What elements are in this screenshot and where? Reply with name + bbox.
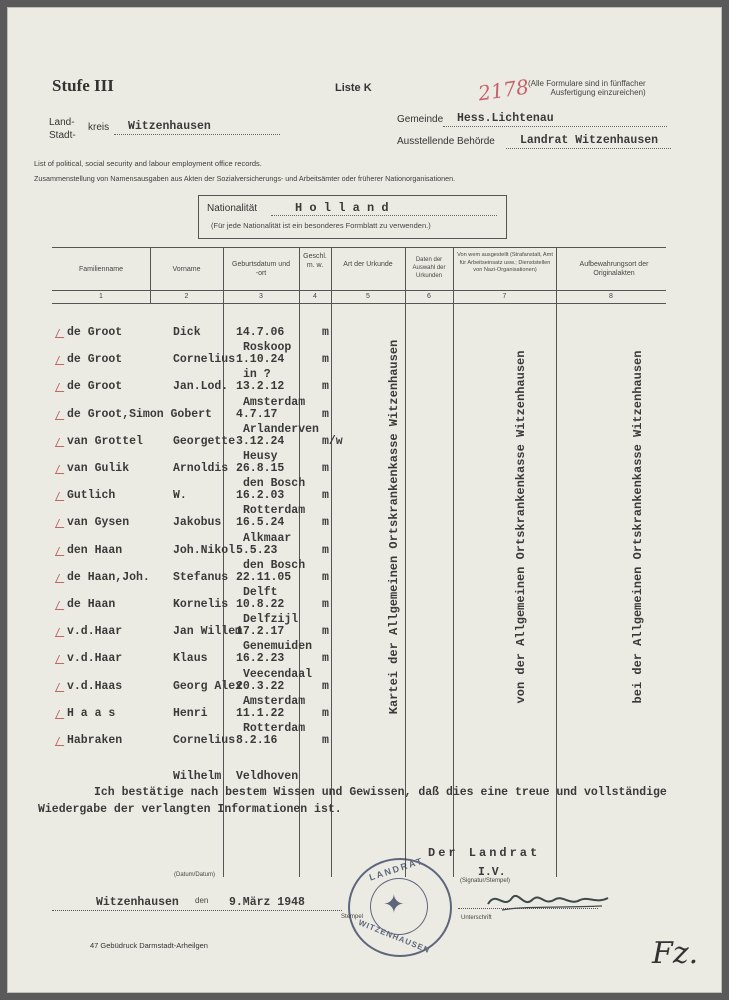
- unterschrift-caption: Unterschrift: [461, 915, 492, 921]
- table-top-line: [52, 247, 666, 248]
- birth-date-cell: 20.3.22: [236, 679, 285, 693]
- landkreis-label-top: Land-: [49, 117, 75, 128]
- col-number-7: 7: [502, 293, 507, 300]
- sex-cell: m/w: [322, 434, 343, 448]
- nationality-label: Nationalität: [207, 203, 258, 214]
- nationality-value: H o l l a n d: [295, 201, 389, 215]
- family-name-cell: de Groot: [67, 353, 123, 367]
- table-row: [8, 613, 708, 641]
- stamp-text-top: LANDRAT: [367, 855, 425, 883]
- header-familienname: Familienname: [79, 266, 123, 273]
- birth-date-cell: 26.8.15: [236, 462, 285, 475]
- col-number-5: 5: [366, 293, 370, 300]
- table-row: [8, 722, 708, 750]
- official-stamp: [348, 855, 452, 957]
- birth-date-cell: 16.5.24: [236, 516, 285, 530]
- birth-place-cell: den Bosch: [243, 477, 306, 491]
- family-name-cell: van Grottel: [67, 434, 143, 448]
- header-vorname: Vorname: [172, 266, 201, 273]
- sex-cell: m: [322, 353, 329, 367]
- birth-place-cell: Delfzijl: [243, 613, 299, 627]
- birth-date-cell: 14.7.06: [236, 326, 285, 339]
- submission-note-line1: (Alle Formulare sind in fünffacher: [528, 79, 646, 88]
- given-name-cell: Cornelius: [173, 353, 236, 367]
- family-name-cell: van Gulik: [67, 462, 130, 475]
- signature-caption: (Signatur/Stempel): [460, 878, 511, 884]
- given-name-cell: Arnoldis: [173, 462, 229, 475]
- landrat-signature-title: Der Landrat: [428, 846, 541, 860]
- confirmation-line2: Wiedergabe der verlangten Informationen ist.: [38, 803, 342, 816]
- birth-place-cell: Amsterdam: [243, 395, 306, 409]
- family-name-cell: van Gysen: [67, 516, 130, 530]
- table-row: [8, 504, 708, 532]
- sex-cell: m: [322, 679, 329, 693]
- stufe-title: Stufe III: [52, 76, 114, 95]
- landkreis-label-bottom: Stadt-: [49, 130, 76, 141]
- table-row: [8, 368, 708, 396]
- birth-date-cell: 4.7.17: [236, 407, 278, 421]
- last-row-place: Veldhoven: [236, 770, 299, 783]
- sex-cell: m: [322, 570, 329, 584]
- col-number-8: 8: [609, 293, 613, 300]
- given-name-cell: Joh.Nikol.: [173, 543, 243, 557]
- given-name-cell: Georg Alex: [173, 679, 243, 693]
- col-number-3: 3: [259, 293, 263, 300]
- last-row-given-line2: Wilhelm: [173, 770, 222, 783]
- table-row: [8, 667, 708, 696]
- family-name-cell: v.d.Haar: [67, 625, 123, 639]
- given-name-cell: Cornelius: [173, 734, 236, 747]
- kreis-value: Witzenhausen: [128, 120, 211, 133]
- birth-date-cell: 17.2.17: [236, 625, 285, 639]
- datum-caption: (Datum/Datum): [174, 872, 216, 878]
- table-row: [8, 694, 708, 723]
- birth-place-cell: Veecendaal: [243, 667, 313, 681]
- header-von-wem: Von wem ausgestellt (Strafanstalt, Amt für Arbeitseinsatz usw.; Dienststellen von Nazi-Organisationen): [457, 252, 553, 273]
- confirmation-line1: Ich bestätige nach bestem Wissen und Gewissen, daß dies eine treue und vollständige: [94, 786, 667, 799]
- birth-date-cell: 13.2.12: [236, 380, 285, 394]
- stamp-text-bottom: WITZENHAUSEN: [357, 918, 432, 955]
- header-geburtsdatum: Geburtsdatum und -ort: [232, 261, 290, 277]
- sex-cell: m: [322, 489, 329, 503]
- given-name-cell: Henri: [173, 706, 208, 720]
- sex-cell: m: [322, 598, 329, 611]
- birth-place-cell: Roskoop: [243, 341, 292, 355]
- sex-cell: m: [322, 625, 329, 639]
- table-number-line: [52, 303, 666, 304]
- birth-place-cell: Amsterdam: [243, 694, 306, 708]
- header-daten: Daten der Auswahl der Urkunden: [412, 257, 446, 279]
- family-name-cell: v.d.Haar: [67, 652, 123, 666]
- handwritten-initials: Fz.: [652, 936, 699, 971]
- header-geschlecht: Geschl. m. w.: [303, 253, 327, 269]
- col-number-1: 1: [99, 293, 103, 300]
- col-number-4: 4: [313, 293, 317, 300]
- given-name-cell: Jan.Lod.: [173, 380, 229, 394]
- table-row: [8, 326, 708, 342]
- given-name-cell: Jakobus: [173, 516, 222, 530]
- nationality-box: [198, 195, 507, 239]
- table-row: [8, 422, 708, 451]
- submission-note: [528, 79, 646, 97]
- footer-date: 9.März 1948: [229, 896, 305, 909]
- given-name-cell: Kornelis: [173, 598, 229, 611]
- sex-cell: m: [322, 516, 329, 530]
- behoerde-value: Landrat Witzenhausen: [520, 134, 659, 147]
- family-name-cell: de Haan: [67, 598, 116, 611]
- given-name-cell: Jan Willem: [173, 625, 243, 639]
- submission-note-line2: Ausfertigung einzureichen): [550, 88, 646, 97]
- family-name-cell: de Haan,Joh.: [67, 570, 150, 584]
- sex-cell: m: [322, 326, 329, 339]
- sex-cell: m: [322, 543, 329, 557]
- birth-place-cell: den Bosch: [243, 558, 306, 572]
- birth-place-cell: Alkmaar: [243, 531, 292, 545]
- gemeinde-value: Hess.Lichtenau: [457, 112, 554, 125]
- table-row: [8, 531, 708, 560]
- col5-vertical-text: Kartei der Allgemeinen Ortskrankenkasse Witzenhausen: [387, 339, 401, 715]
- table-row: [8, 586, 708, 614]
- gemeinde-field: [443, 112, 667, 127]
- birth-date-cell: 11.1.22: [236, 706, 285, 720]
- family-name-cell: den Haan: [67, 543, 123, 557]
- table-row: [8, 640, 708, 668]
- printer-imprint: 47 Gebüdruck Darmstadt-Arheilgen: [90, 941, 208, 950]
- table-row: [8, 477, 708, 505]
- family-name-cell: de Groot,Simon Gobert: [67, 407, 212, 421]
- birth-place-cell: Rotterdam: [243, 722, 306, 735]
- birth-place-cell: Arlanderven: [243, 422, 319, 436]
- footer-date-line: [52, 910, 342, 911]
- family-name-cell: de Groot: [67, 326, 123, 339]
- red-handwritten-number: 2178: [476, 74, 531, 106]
- table-row: [8, 341, 708, 369]
- birth-date-cell: 16.2.23: [236, 652, 285, 666]
- gemeinde-label: Gemeinde: [397, 114, 444, 125]
- birth-place-cell: Genemuiden: [243, 640, 313, 654]
- family-name-cell: Habraken: [67, 734, 123, 747]
- family-name-cell: Gutlich: [67, 489, 116, 503]
- col-number-6: 6: [427, 293, 431, 300]
- sex-cell: m: [322, 462, 329, 475]
- sex-cell: m: [322, 706, 329, 720]
- col7-vertical-text: von der Allgemeinen Ortskrankenkasse Witzenhausen: [514, 350, 528, 704]
- birth-date-cell: 3.12.24: [236, 434, 285, 448]
- birth-place-cell: Delft: [243, 586, 278, 599]
- given-name-cell: Georgette: [173, 434, 236, 448]
- handwritten-signature: [484, 884, 614, 916]
- table-row: [8, 395, 708, 424]
- document-page: [8, 8, 721, 992]
- given-name-cell: Klaus: [173, 652, 208, 666]
- birth-date-cell: 5.5.23: [236, 543, 278, 557]
- birth-date-cell: 8.2.16: [236, 734, 278, 747]
- birth-date-cell: 16.2.03: [236, 489, 285, 503]
- eagle-emblem-icon: ✦: [383, 889, 405, 919]
- given-name-cell: Dick: [173, 326, 201, 339]
- sex-cell: m: [322, 380, 329, 394]
- birth-date-cell: 22.11.05: [236, 570, 292, 584]
- header-aufbewahrungsort: Aufbewahrungsort der Originalakten: [579, 261, 649, 277]
- sex-cell: m: [322, 652, 329, 666]
- given-name-cell: Stefanus: [173, 570, 229, 584]
- kreis-field: [114, 120, 280, 135]
- birth-place-cell: Heusy: [243, 450, 278, 463]
- sex-cell: m: [322, 407, 329, 421]
- behoerde-field: [506, 134, 671, 149]
- nationality-note: (Für jede Nationalität ist ein besonderes Formblatt zu verwenden.): [211, 221, 431, 230]
- footer-place: Witzenhausen: [96, 896, 179, 909]
- table-header-line: [52, 290, 666, 291]
- header-art-der-urkunde: Art der Urkunde: [343, 261, 393, 268]
- landkreis-label: [49, 116, 76, 142]
- family-name-cell: de Groot: [67, 380, 123, 394]
- kreis-label: kreis: [88, 122, 110, 133]
- birth-date-cell: 1.10.24: [236, 353, 285, 367]
- col-number-2: 2: [184, 293, 189, 300]
- footer-den: den: [195, 896, 209, 905]
- german-subtitle: Zusammenstellung von Namensausgaben aus Akten der Sozialversicherungs- und Arbeitsämter oder früherer Nationorganisationen.: [34, 174, 456, 183]
- english-subtitle: List of political, social security and labour employment office records.: [34, 159, 262, 168]
- stempel-caption: Stempel: [341, 914, 364, 920]
- iv-mark: I.V.: [478, 866, 506, 879]
- sex-cell: m: [322, 734, 329, 747]
- liste-title: Liste K: [335, 82, 372, 94]
- birth-place-cell: in ?: [243, 368, 271, 382]
- behoerde-label: Ausstellende Behörde: [397, 136, 495, 147]
- family-name-cell: v.d.Haas: [67, 679, 123, 693]
- col8-vertical-text: bei der Allgemeinen Ortskrankenkasse Witzenhausen: [631, 350, 645, 704]
- birth-date-cell: 10.8.22: [236, 598, 285, 611]
- family-name-cell: H a a s: [67, 706, 116, 720]
- birth-place-cell: Rotterdam: [243, 504, 306, 518]
- table-row: [8, 450, 708, 478]
- table-row: [8, 558, 708, 587]
- given-name-cell: W.: [173, 489, 187, 503]
